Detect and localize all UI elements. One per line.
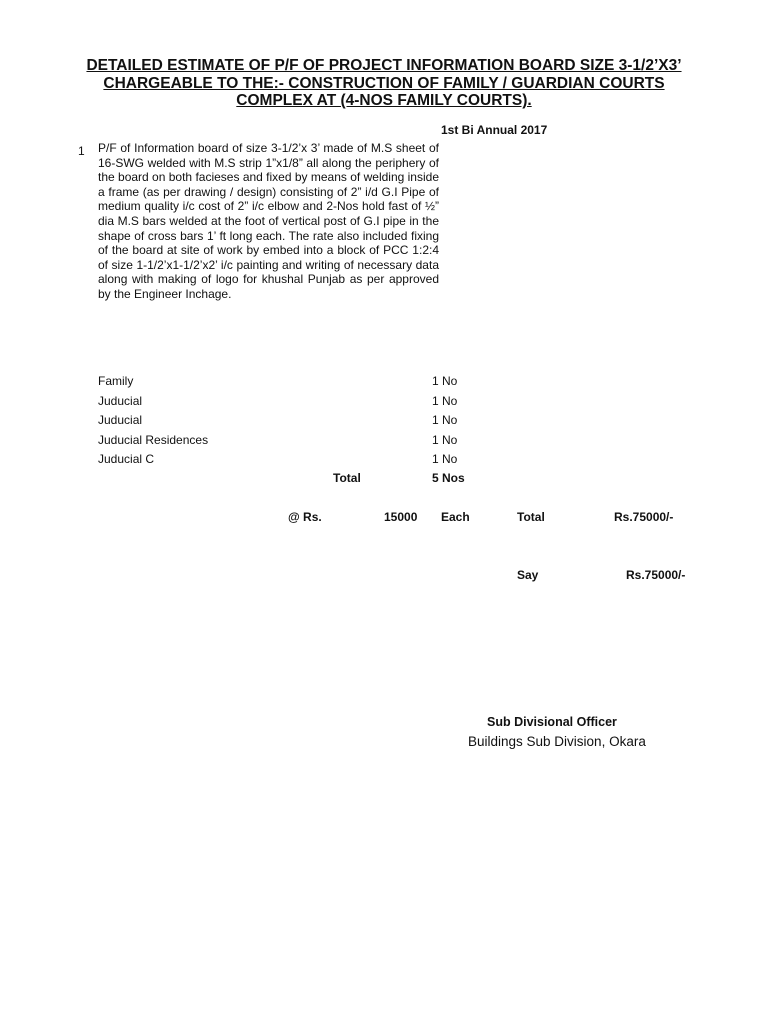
rate-at-label: @ Rs. — [288, 510, 322, 524]
list-item — [98, 374, 498, 392]
list-item — [98, 433, 498, 451]
quantity-name: Juducial — [98, 394, 143, 408]
document-title: DETAILED ESTIMATE OF P/F OF PROJECT INFORMATION BOARD SIZE 3-1/2’X3’ CHARGEABLE TO THE:- CONSTRUCTION OF FAMILY / GUARDIAN COURTS COMPLEX AT (4-NOS FAMILY COURTS). — [86, 57, 682, 109]
amount-total-label: Total — [517, 510, 545, 524]
quantity-name: Juducial Residences — [98, 433, 209, 447]
quantity-value: 1 No — [432, 413, 458, 427]
item-description: P/F of Information board of size 3-1/2’x 3’ made of M.S sheet of 16-SWG welded with M.S strip 1”x1/8” all along the periphery of the board on both facieses and fixed by means of welding inside a frame (as per drawing / design) consisting of 2” i/d G.I Pipe of medium quality i/c cost of 2” i/c elbow and 2-Nos hold fast of ½” dia M.S bars welded at the foot of vertical post of G.I pipe in the shape of cross bars 1’ ft long each. The rate also included fixing of the board at site of work by embed into a block of PCC 1:2:4 of size 1-1/2’x1-1/2’x2’ i/c painting and writing of necessary data along with making of logo for khushal Punjab as per approved by the Engineer Inchage. — [98, 141, 439, 301]
rate-value: 15000 — [384, 510, 418, 524]
amount-total-value: Rs.75000/- — [614, 510, 674, 524]
quantity-value: 1 No — [432, 433, 458, 447]
total-quantity: 5 Nos — [432, 471, 465, 485]
list-item — [98, 413, 498, 431]
list-item — [98, 394, 498, 412]
period-label: 1st Bi Annual 2017 — [441, 123, 548, 137]
say-label: Say — [517, 568, 539, 582]
rate-unit: Each — [441, 510, 470, 524]
item-number: 1 — [78, 144, 85, 158]
signatory-designation: Sub Divisional Officer — [487, 715, 617, 729]
quantity-name: Juducial — [98, 413, 143, 427]
say-amount: Rs.75000/- — [626, 568, 686, 582]
quantity-value: 1 No — [432, 374, 458, 388]
quantity-name: Juducial C — [98, 452, 155, 466]
total-label: Total — [333, 471, 361, 485]
signatory-office: Buildings Sub Division, Okara — [468, 734, 646, 749]
quantity-value: 1 No — [432, 452, 458, 466]
quantity-name: Family — [98, 374, 134, 388]
list-item — [98, 452, 498, 470]
quantity-value: 1 No — [432, 394, 458, 408]
